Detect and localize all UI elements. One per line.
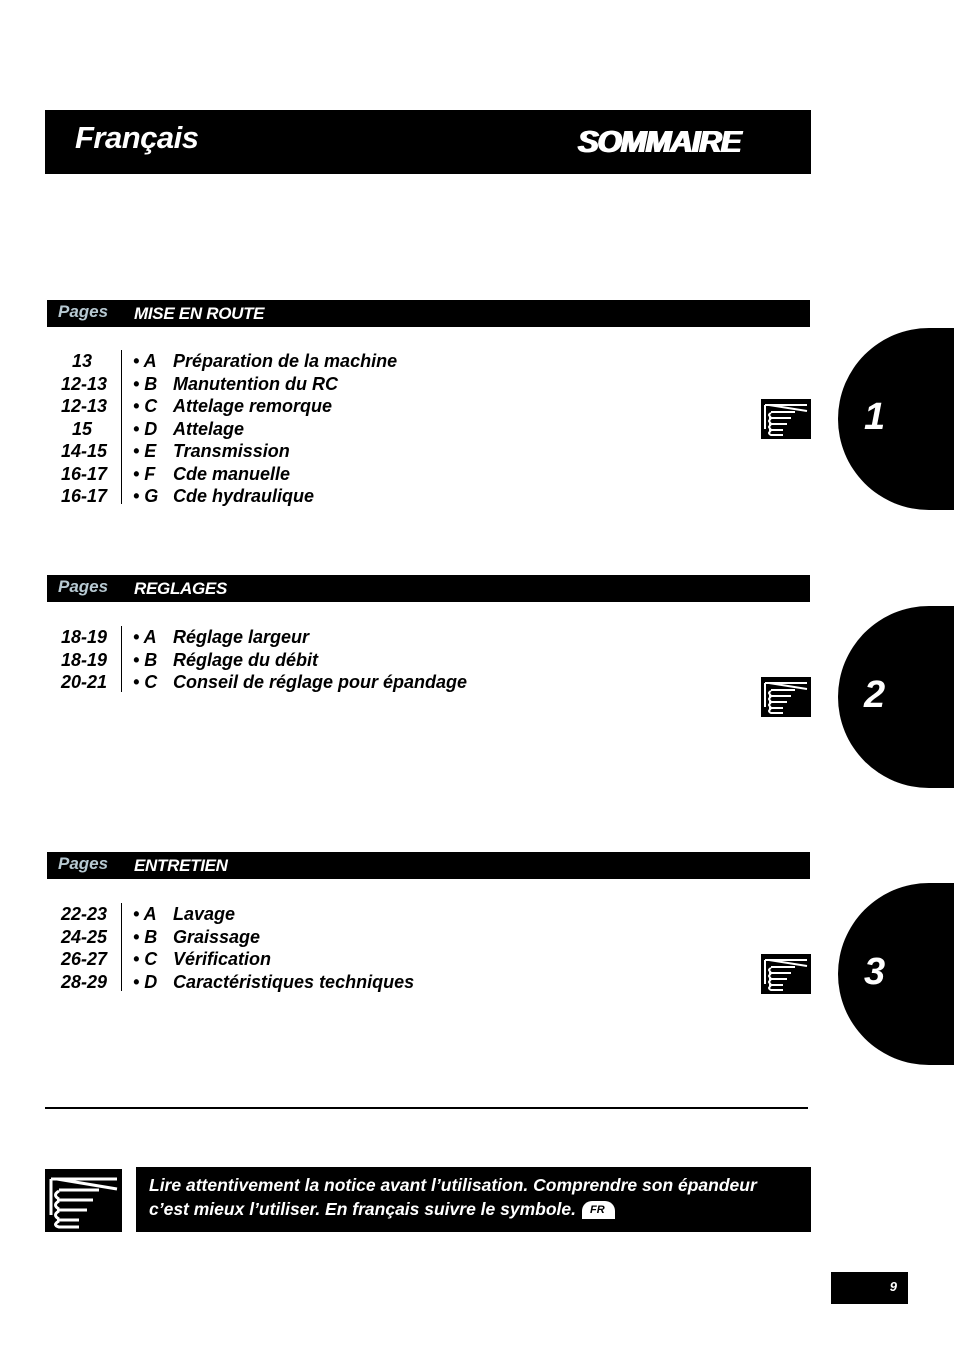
item-label: Attelage (173, 418, 245, 439)
item-label: Conseil de réglage pour épandage (173, 672, 468, 692)
toc-list (47, 626, 747, 694)
item-letter: • F (133, 463, 156, 484)
item-letter: • B (133, 649, 158, 670)
toc-item[interactable] (47, 971, 747, 994)
toc-item[interactable] (47, 626, 747, 649)
toc-item[interactable] (47, 485, 747, 508)
header-bar (45, 110, 811, 174)
fr-badge: FR (582, 1201, 615, 1219)
page-ref: 26-27 (60, 949, 107, 969)
page-number: 9 (889, 1279, 897, 1294)
page-ref: 16-17 (60, 486, 107, 506)
page-title: SOMMAIRE (577, 124, 740, 159)
section-title: MISE EN ROUTE (134, 304, 265, 323)
notice-box (136, 1167, 811, 1232)
chapter-tab-1[interactable] (838, 328, 954, 510)
item-label: Préparation de la machine (173, 351, 398, 371)
item-label: Manutention du RC (173, 373, 338, 394)
toc-item[interactable] (47, 418, 747, 441)
page-number-box (831, 1272, 908, 1304)
pointing-hand-icon (761, 677, 811, 717)
item-label: Réglage largeur (173, 627, 310, 647)
page-ref: 15 (71, 418, 93, 439)
item-label: Vérification (173, 949, 272, 969)
toc-item[interactable] (47, 373, 747, 396)
page-ref: 14-15 (60, 441, 107, 461)
item-label: Réglage du débit (173, 649, 319, 670)
item-letter: • G (133, 486, 159, 506)
section-mise-en-route (47, 300, 810, 506)
page-ref: 20-21 (60, 672, 107, 692)
page-ref: 12-13 (60, 373, 107, 394)
toc-item[interactable] (47, 440, 747, 463)
item-label: Cde hydraulique (173, 486, 315, 506)
section-title: REGLAGES (134, 579, 228, 598)
pages-label: Pages (58, 854, 109, 873)
section-header (47, 575, 810, 602)
section-reglages (47, 575, 810, 692)
toc-item[interactable] (47, 395, 747, 418)
pages-label: Pages (58, 577, 109, 596)
notice-text (149, 1173, 809, 1221)
item-letter: • A (133, 351, 157, 371)
pages-label: Pages (58, 302, 109, 321)
language-title: Français (75, 120, 199, 155)
toc-item[interactable] (47, 463, 747, 486)
horizontal-rule (45, 1107, 808, 1109)
item-letter: • A (133, 627, 157, 647)
chapter-tab-2[interactable] (838, 606, 954, 788)
item-label: Lavage (173, 904, 236, 924)
toc-list (47, 903, 747, 993)
item-label: Attelage remorque (173, 396, 333, 416)
notice-line-2: c’est mieux l’utiliser. En français suivre le symbole. (149, 1199, 576, 1219)
chapter-number: 1 (864, 396, 886, 438)
item-letter: • C (133, 672, 158, 692)
page-ref: 16-17 (60, 463, 107, 484)
item-label: Graissage (173, 926, 261, 947)
toc-item[interactable] (47, 948, 747, 971)
chapter-number: 2 (864, 674, 886, 716)
section-header (47, 852, 810, 879)
pointing-hand-icon (761, 954, 811, 994)
page-ref: 28-29 (60, 971, 107, 992)
page-ref: 18-19 (60, 627, 107, 647)
item-label: Caractéristiques techniques (173, 971, 415, 992)
item-letter: • A (133, 904, 157, 924)
chapter-number: 3 (864, 951, 886, 993)
section-header (47, 300, 810, 327)
item-letter: • C (133, 396, 158, 416)
page-ref: 13 (71, 351, 93, 371)
toc-item[interactable] (47, 671, 747, 694)
pointing-hand-icon (761, 399, 811, 439)
toc-list (47, 350, 747, 508)
pointing-hand-icon (45, 1169, 122, 1232)
section-entretien (47, 852, 810, 992)
toc-item[interactable] (47, 649, 747, 672)
toc-item[interactable] (47, 903, 747, 926)
page-ref: 18-19 (60, 649, 107, 670)
notice-line-1: Lire attentivement la notice avant l’utilisation. Comprendre son épandeur (149, 1175, 757, 1195)
item-letter: • D (133, 418, 158, 439)
chapter-tab-3[interactable] (838, 883, 954, 1065)
item-letter: • B (133, 373, 158, 394)
page-ref: 12-13 (60, 396, 107, 416)
item-label: Transmission (173, 441, 290, 461)
section-title: ENTRETIEN (134, 856, 228, 875)
item-letter: • D (133, 971, 158, 992)
item-letter: • E (133, 441, 157, 461)
page-ref: 24-25 (60, 926, 107, 947)
toc-item[interactable] (47, 350, 747, 373)
item-letter: • B (133, 926, 158, 947)
page-ref: 22-23 (60, 904, 107, 924)
item-label: Cde manuelle (173, 463, 291, 484)
item-letter: • C (133, 949, 158, 969)
toc-item[interactable] (47, 926, 747, 949)
